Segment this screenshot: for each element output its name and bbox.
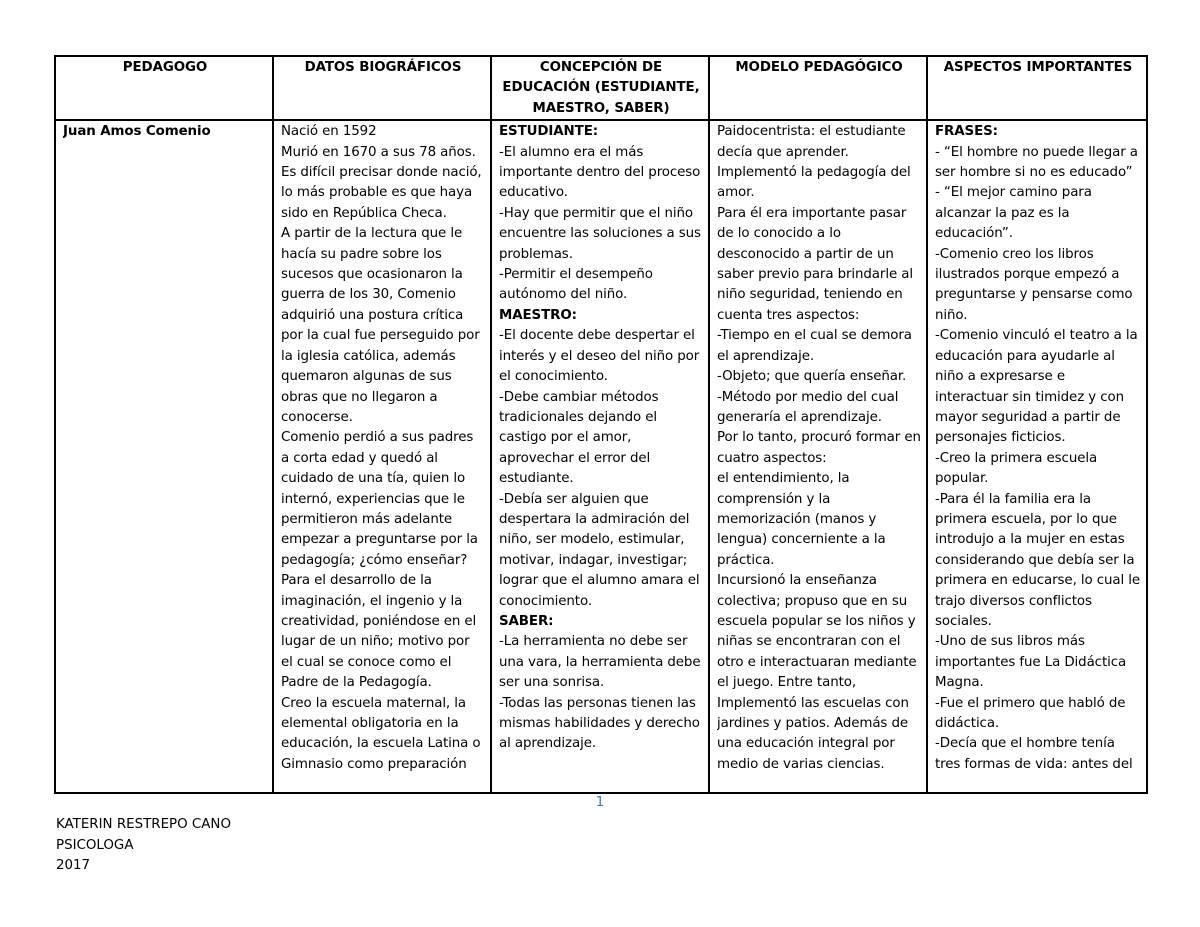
cell-paragraph: -Uno de sus libros más importantes fue La Didáctica Magna. [935, 634, 1127, 691]
aspectos-list [935, 122, 1141, 792]
footer [56, 815, 231, 877]
cell-datos-biograficos [273, 120, 491, 793]
header-modelo-pedagogico: MODELO PEDAGÓGICO [709, 56, 927, 120]
cell-paragraph: -Comenio vinculó el teatro a la educación para ayudarle al niño a expresarse e interactuar sin timidez y con mayor seguridad a partir de personajes ficticios. [935, 328, 1138, 446]
cell-paragraph: A partir de la lectura que le hacía su padre sobre los sucesos que ocasionaron la guerra de los 30, Comenio adquirió una postura crítica por la cual fue perseguido por la iglesia católica, además quemaron algunas de sus obras que no llegaron a conocerse. [281, 226, 480, 425]
cell-paragraph: - “El mejor camino para alcanzar la paz es la educación”. [935, 185, 1092, 242]
cell-aspectos-importantes [927, 120, 1147, 793]
cell-paragraph: -Fue el primero que habló de didáctica. [935, 695, 1126, 731]
pedagogo-name: Juan Amos Comenio [63, 124, 211, 140]
cell-paragraph: -Creo la primera escuela popular. [935, 450, 1098, 487]
datos-biograficos-list [281, 122, 485, 792]
cell-paragraph: -El docente debe despertar el interés y el deseo del niño por el conocimiento. [499, 328, 700, 385]
cell-paragraph: el entendimiento, la comprensión y la memorización (manos y lengua) concerniente a la práctica. [717, 471, 886, 568]
cell-concepcion [491, 120, 709, 793]
cell-paragraph: Para el desarrollo de la imaginación, el ingenio y la creatividad, poniéndose en el lugar de un niño; motivo por el cual se conoce como el Padre de la Pedagogía. [281, 573, 477, 691]
cell-paragraph: Implementó la pedagogía del amor. [717, 165, 911, 201]
concepcion-list [499, 122, 703, 792]
footer-author: KATERIN RESTREPO CANO [56, 817, 231, 832]
cell-paragraph: -Decía que el hombre tenía tres formas de vida: antes del [935, 736, 1133, 772]
cell-paragraph: Paidocentrista: el estudiante decía que aprender. [717, 124, 906, 160]
header-datos-biograficos: DATOS BIOGRÁFICOS [273, 56, 491, 120]
header-aspectos-importantes: ASPECTOS IMPORTANTES [927, 56, 1147, 120]
cell-paragraph: Comenio perdió a sus padres a corta edad y quedó al cuidado de una tía, quien lo internó, experiencias que le permitieron más adelante empezar a preguntarse por la pedagogía; ¿cómo enseñar? [281, 430, 478, 568]
header-pedagogo: PEDAGOGO [55, 56, 273, 120]
cell-paragraph: SABER: [499, 613, 554, 629]
cell-paragraph: Por lo tanto, procuró formar en cuatro aspectos: [717, 430, 921, 466]
cell-paragraph: -Debe cambiar métodos tradicionales dejando el castigo por el amor, aprovechar el error del estudiante. [499, 389, 659, 487]
cell-paragraph: Nació en 1592 [281, 124, 377, 140]
cell-paragraph: -Para él la familia era la primera escuela, por lo que introdujo a la mujer en estas considerando que debía ser la primera en educarse, lo cual le trajo diversos conflictos sociales. [935, 491, 1141, 629]
cell-paragraph: -El alumno era el más importante dentro del proceso educativo. [499, 144, 701, 201]
cell-paragraph: -Hay que permitir que el niño encuentre las soluciones a sus problemas. [499, 205, 701, 262]
footer-year: 2017 [56, 858, 91, 873]
cell-paragraph: -Debía ser alguien que despertara la admiración del niño, ser modelo, estimular, motivar, indagar, investigar; lograr que el alumno amara el conocimiento. [499, 491, 700, 609]
cell-paragraph: -Permitir el desempeño autónomo del niño. [499, 267, 653, 303]
cell-paragraph: Creo la escuela maternal, la elemental obligatoria en la educación, la escuela Latina o Gimnasio como preparación [281, 695, 481, 772]
cell-paragraph: FRASES: [935, 124, 998, 140]
page-number: 1 [595, 795, 605, 810]
footer-role: PSICOLOGA [56, 837, 134, 853]
cell-modelo-pedagogico [709, 120, 927, 793]
cell-paragraph: ESTUDIANTE: [499, 124, 599, 140]
cell-paragraph: -Objeto; que quería enseñar. [717, 369, 907, 385]
cell-paragraph: -Tiempo en el cual se demora el aprendizaje. [717, 328, 912, 364]
cell-paragraph: Murió en 1670 a sus 78 años. [281, 144, 476, 160]
cell-pedagogo [55, 120, 273, 793]
cell-paragraph: -Todas las personas tienen las mismas habilidades y derecho al aprendizaje. [499, 695, 700, 752]
header-concepcion: CONCEPCIÓN DE EDUCACIÓN (ESTUDIANTE, MAESTRO, SABER) [491, 56, 709, 120]
cell-paragraph: -Comenio creo los libros ilustrados porque empezó a preguntarse y pensarse como niño. [935, 246, 1133, 323]
table-header-row [55, 56, 1147, 120]
cell-paragraph: -Método por medio del cual generaría el aprendizaje. [717, 389, 899, 425]
cell-paragraph: -La herramienta no debe ser una vara, la herramienta debe ser una sonrisa. [499, 634, 701, 691]
cell-paragraph: - “El hombre no puede llegar a ser hombre si no es educado” [935, 144, 1138, 181]
cell-paragraph: Es difícil precisar donde nació, lo más probable es que haya sido en República Checa. [281, 165, 482, 221]
cell-paragraph: MAESTRO: [499, 307, 577, 323]
modelo-list [717, 122, 921, 792]
pedagogy-table [54, 55, 1148, 794]
cell-paragraph: Para él era importante pasar de lo conocido a lo desconocido a partir de un saber previo para brindarle al niño seguridad, teniendo en cuenta tres aspectos: [717, 205, 913, 323]
table-row [55, 120, 1147, 793]
cell-paragraph: Incursionó la enseñanza colectiva; propuso que en su escuela popular se los niños y niñas se encontraran con el otro e interactuaran mediante el juego. Entre tanto, Implementó las escuelas con jardines y patios. Además de una educación integral por medio de varias ciencias. [717, 573, 917, 772]
